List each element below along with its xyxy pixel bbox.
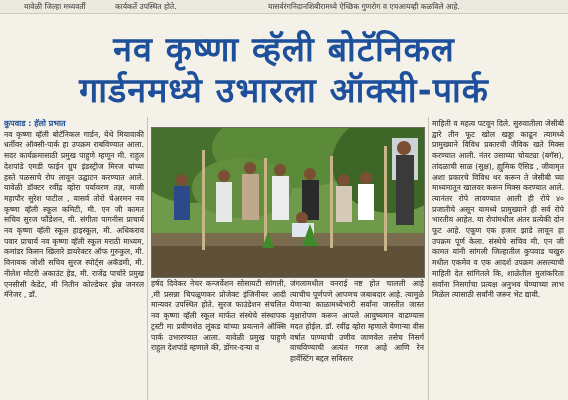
article-column-1 <box>4 119 144 400</box>
headline-line-1: नव कृष्णा व्हॅली बोटॅनिकल <box>113 30 455 70</box>
headline-line-2: गार्डनमध्ये उभारला ऑक्सी-पार्क <box>79 71 489 111</box>
column-2-text: हर्षद दिवेकर नेचर कन्जर्वेशन सोसायटी सांगली, ,मी प्रसन्ना चिपळूणकर प्रोजेक्ट इंजिनीयर आदी मान्यवर उपस्थित होते. सुरज फाउंडेशन संचलित नव कृष्णा व्हॅली स्कूल मार्फत संस्थेचे संस्थापक ट्रस्टी मा प्रवीणशेठ लूंकड यांच्या प्रयत्नाने ऑक्सि पार्क उभारण्यात आला. यावेळी प्रमुख पाहुणे राहुल देशपांडे म्हणाले की, डोंगर-दऱ्या व <box>151 279 286 353</box>
strip-mid-text: कार्यकर्ते उपस्थित होते. <box>115 2 177 11</box>
byline: कुपवाड : हॅलो प्रभात <box>4 119 66 128</box>
article-column-2 <box>151 279 286 400</box>
top-news-strip <box>0 0 568 14</box>
strip-left-text: यावेळी जिल्हा मध्यवर्ती <box>24 2 86 11</box>
column-divider <box>428 117 429 400</box>
column-3-text: जंगलामधील वनराई नष्ट होत चालली आहे त्याचीच पूर्णपणे आपणच जबाबदार आहे. त्यामुळे येणाऱ्या काळामध्येभारी सर्वांना जास्तीत जास्त वृक्षारोपण करून आपले आयुष्यमान वाढण्यास मदत होईल. डॉ. रवींद्र व्होरा म्हणाले येणाऱ्या वीस वर्षात पाण्याची उणीव जाणवेल तसेच निसर्ग वाचविण्याची अत्यंत गरज आहे आणि रेन हार्वेस्टिंग बद्दल सविस्तर <box>290 279 424 363</box>
article-photo-tree-planting <box>151 127 425 278</box>
column-divider <box>147 117 148 400</box>
article-column-4 <box>432 119 564 400</box>
column-4-text: माहिती व महत्व पटवून दिले. सुरुवातीला जेसीबी द्वारे तीन फूट खोल खड्डा काढून त्यामध्ये प्रामुख्याने विविध प्रकारची जैविक खते मिक्स करण्यात आली. नंतर उसाच्या चोयट्या (बगॅस), तांदळाची साळ (सुक्ष), ह्युमिक ऍसिड , जीवामृत अशा प्रकारचे विविध थर करून ते जेसीबी च्या माध्यमातून खालवर करून मिक्स करण्यात आले. त्यानंतर रोपे लावण्यात आली ही रोपे ४० प्रजातीचे असून यामध्ये प्रामुख्याने ही सर्व रोपे भारतीय आहेत. या रोपांमधील अंतर प्रत्येकी दोन फूट आहे. एकूण एक हजार झाडे लावून हा उपक्रम पूर्ण केला. संस्थेचे सचिव मी. एन जी कामत यांनी सांगली जिल्हातील कुपवाड चखुरु मधील एकमेव व एक आदर्श उपक्रम असल्याची माहिती देत सांगितले कि, शाळेतील मुलांकरिता सर्वांना निसर्गाचा प्रत्यक्ष अनुभव घेण्याच्या लाभ मिळेल त्यासाठी सर्वांनी जरूर भेट द्यावी. <box>432 119 564 300</box>
article-column-3 <box>290 279 424 400</box>
column-1-text: नव कृष्णा व्हॅली बोटॅनिकल गार्डन, येथे मियावाकी धर्तीवर ऑक्सी-पार्क हा उपक्रम राबविण्यात आला. सदर कार्यक्रमासाठी प्रमुख पाहुणे म्हणून मी. राहुल देशपांडे एमडी फाईन ग्रुप इंडस्ट्रीज मिरज यांच्या हस्ते पळसाचे रोप लावून उद्घाटन करण्यात आले. यावेळी डॉक्टर रवींद्र व्होरा पर्यावरण तज्ञ, माजी महापौर सुरेश पाटील , यासर्व तोरो चेअरमन नव कृष्णा व्हॅली स्कूल कमिटी, मी. एन जी कामत सचिव सुरज फौंडेशन, मी. संगीता पागनीस प्राचार्य नव कृष्णा व्हॅली स्कूल हाइस्कूल, मी. अधिकराव पवार प्राचार्य नव कृष्णा व्हॅली स्कूल मराठी माध्यम, कमांडर किसन खिलारे डायरेक्टर ऑफ गुरुकुल, मी. विनायक जोशी सचिव सुरज स्पोर्ट्स अकॅडमी, मी. नीलेश मोटरी अकाउंट हेड, मी. राजेंद्र पाचोरे प्रमुख एनसीसी केडेट, मी नितीन कोल्डेकर झेन्न जनरल मॅनेजर , डॉ. <box>4 129 144 300</box>
strip-right-text: यासर्वरंगनिदानशिबीरामध्ये ऐच्छिक गुणरोग व एचआयव्ही कळविले आहे. <box>268 2 460 11</box>
